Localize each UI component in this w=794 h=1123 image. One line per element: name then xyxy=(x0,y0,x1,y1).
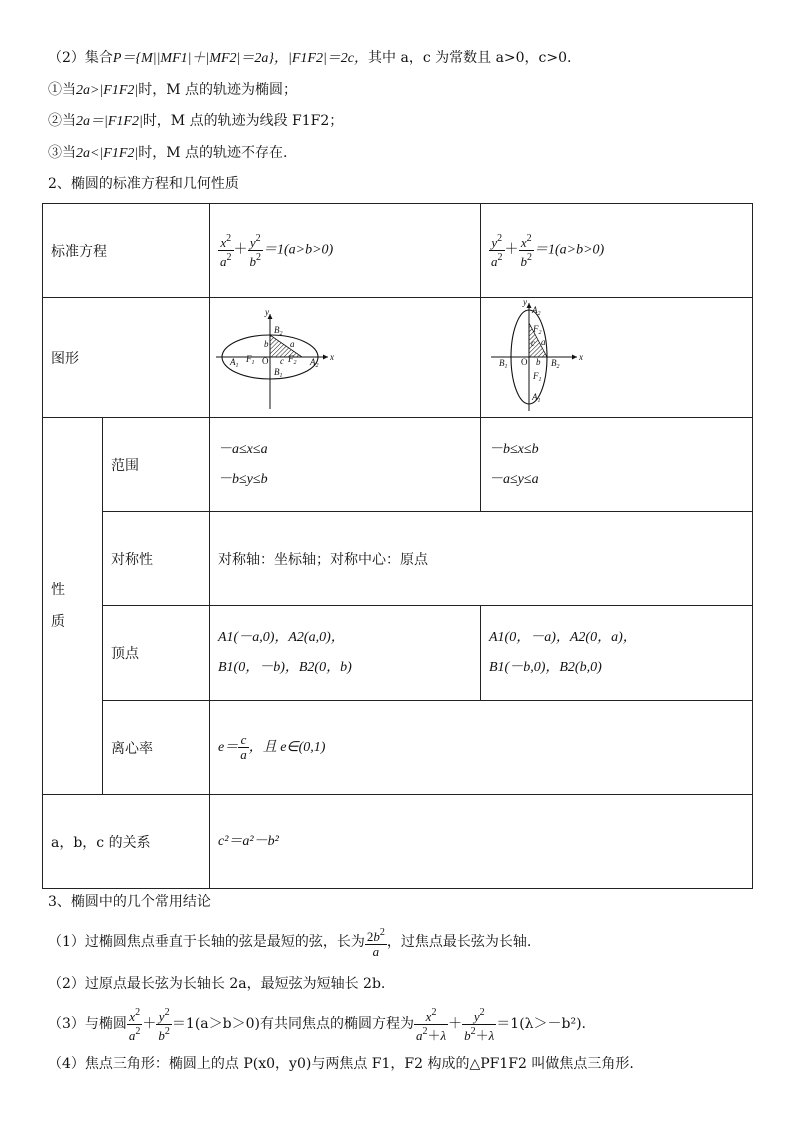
row-symmetry xyxy=(43,512,753,606)
case-3 xyxy=(48,143,288,164)
range-y: －b≤y≤b xyxy=(218,471,268,487)
eccentricity-value: e＝ $\frac{c}{a}$ ，且 e∈(0,1) xyxy=(210,701,753,795)
intro-prefix: （2）集合 xyxy=(48,50,113,66)
svg-text:c: c xyxy=(531,337,535,348)
case-text: 时，M 点的轨迹不存在. xyxy=(138,145,288,161)
label-symmetry: 对称性 xyxy=(103,512,210,606)
range-vertical xyxy=(481,418,753,512)
properties-char-2: 质 xyxy=(51,614,65,630)
range-horizontal xyxy=(210,418,481,512)
vertex-b: B1(－b,0)，B2(b,0) xyxy=(489,660,602,675)
svg-text:B1: $B_1$ xyxy=(499,357,508,370)
vertex-horizontal xyxy=(210,606,481,701)
figure-horizontal-cell xyxy=(210,298,481,418)
svg-text:a: a xyxy=(541,336,546,347)
row-standard-equation xyxy=(43,204,753,298)
row-figure xyxy=(43,298,753,418)
conclusion-4: （4）焦点三角形：椭圆上的点 P(x0，y0)与两焦点 F1，F2 构成的△PF1F2 叫做焦点三角形. xyxy=(48,1056,634,1072)
svg-text:A2: $A_2$ xyxy=(310,356,319,369)
conclusion-3-mid: ＝1(a＞b＞0)有共同焦点的椭圆方程为 xyxy=(171,1016,414,1032)
label-figure: 图形 xyxy=(43,298,210,418)
label-vertex: 顶点 xyxy=(103,606,210,701)
case-text: 时，M 点的轨迹为线段 F1F2； xyxy=(142,113,344,129)
conclusion-1-post: ，过焦点最长弦为长轴. xyxy=(386,934,532,950)
label-properties xyxy=(43,418,103,795)
vertical-ellipse-figure xyxy=(481,299,752,417)
conclusion-3-post: ＝1(λ＞－b²). xyxy=(496,1016,587,1032)
relation-formula: c²＝a²－b² xyxy=(210,795,753,889)
horizontal-ellipse-figure xyxy=(210,299,480,417)
case-condition: 2a＝|F1F2| xyxy=(76,114,143,129)
intro-suffix: 其中 a，c 为常数且 a>0，c>0. xyxy=(368,50,572,66)
intro-line-1 xyxy=(48,48,571,69)
conclusion-3: （3）与椭圆 $\frac{x^2}{a^2}$ ＋ $\frac{y^2}{b^2}$ ＝1(a＞b＞0)有共同焦点的椭圆方程为 $\frac{x^2}{a^2+\lambda}$ ＋ $\frac{y^2}{b^2+\lambda}$ ＝1(λ＞－b²). xyxy=(48,1006,587,1043)
svg-text:b: b xyxy=(264,338,269,349)
range-x: －a≤x≤a xyxy=(218,441,268,457)
row-relation xyxy=(43,795,753,889)
case-condition: 2a<|F1F2| xyxy=(76,146,139,161)
conclusion-3-pre: （3）与椭圆 xyxy=(48,1016,127,1032)
case-condition: 2a>|F1F2| xyxy=(76,83,139,98)
vertex-b: B1(0，－b)，B2(0，b) xyxy=(218,660,352,675)
vertex-a: A1(－a,0)，A2(a,0)， xyxy=(218,630,345,645)
svg-text:y: y xyxy=(523,298,527,307)
svg-text:A1: $A_1$ xyxy=(532,391,541,404)
conclusion-1-pre: （1）过椭圆焦点垂直于长轴的弦是最短的弦，长为 xyxy=(48,934,365,950)
case-marker: ①当 xyxy=(48,82,76,98)
vertex-vertical xyxy=(481,606,753,701)
case-text: 时，M 点的轨迹为椭圆； xyxy=(138,82,298,98)
row-eccentricity xyxy=(43,701,753,795)
svg-text:F2: $F_2$ xyxy=(288,353,297,366)
svg-text:B1: $B_1$ xyxy=(274,366,283,379)
range-y: －a≤y≤a xyxy=(489,471,539,487)
svg-text:O: O xyxy=(262,355,269,366)
row-vertex xyxy=(43,606,753,701)
equation-vertical: $\frac{y^2}{a^2}$ ＋ $\frac{x^2}{b^2}$ ＝1(a>b>0) xyxy=(481,204,753,298)
eccentricity-suffix: ，且 e∈(0,1) xyxy=(248,739,326,755)
vertex-a: A1(0，－a)，A2(0，a)， xyxy=(489,630,637,645)
case-marker: ②当 xyxy=(48,113,76,129)
range-x: －b≤x≤b xyxy=(489,441,539,457)
svg-text:x: x xyxy=(579,351,583,362)
symmetry-value: 对称轴：坐标轴；对称中心：原点 xyxy=(210,512,753,606)
svg-text:F1: $F_1$ xyxy=(533,370,542,383)
set-definition: P＝{M||MF1|＋|MF2|＝2a}，|F1F2|＝2c， xyxy=(112,51,369,66)
svg-text:c: c xyxy=(280,355,284,366)
section-3-title: 3、椭圆中的几个常用结论 xyxy=(48,894,211,910)
row-range xyxy=(43,418,753,512)
properties-char-1: 性 xyxy=(51,582,65,598)
svg-text:B2: $B_2$ xyxy=(274,324,283,337)
conclusion-1: （1）过椭圆焦点垂直于长轴的弦是最短的弦，长为 $\frac{2b^2}{a}$ ，过焦点最长弦为长轴. xyxy=(48,926,532,959)
svg-text:F1: $F_1$ xyxy=(246,353,255,366)
case-2 xyxy=(48,111,343,132)
svg-text:b: b xyxy=(536,356,541,367)
conclusion-2: （2）过原点最长弦为长轴长 2a，最短弦为短轴长 2b. xyxy=(48,976,386,992)
section-2-title: 2、椭圆的标准方程和几何性质 xyxy=(48,176,239,192)
label-standard-equation: 标准方程 xyxy=(43,204,210,298)
svg-text:a: a xyxy=(290,338,295,349)
equation-tail: ＝1(a>b>0) xyxy=(534,242,605,258)
svg-text:O: O xyxy=(521,356,528,367)
svg-text:A2: $A_2$ xyxy=(532,304,541,317)
label-relation: a，b，c 的关系 xyxy=(43,795,210,889)
svg-text:x: x xyxy=(330,351,334,362)
svg-text:F2: $F_2$ xyxy=(533,323,542,336)
equation-tail: ＝1(a>b>0) xyxy=(263,242,334,258)
svg-text:y: y xyxy=(265,306,269,317)
label-range: 范围 xyxy=(103,418,210,512)
label-eccentricity: 离心率 xyxy=(103,701,210,795)
ellipse-property-table xyxy=(42,203,753,889)
eccentricity-prefix: e＝ xyxy=(218,739,239,755)
svg-text:B2: $B_2$ xyxy=(551,357,560,370)
equation-horizontal: $\frac{x^2}{a^2}$ ＋ $\frac{y^2}{b^2}$ ＝1(a>b>0) xyxy=(210,204,481,298)
case-1 xyxy=(48,80,297,101)
svg-text:A1: $A_1$ xyxy=(230,356,239,369)
case-marker: ③当 xyxy=(48,145,76,161)
figure-vertical-cell xyxy=(481,298,753,418)
